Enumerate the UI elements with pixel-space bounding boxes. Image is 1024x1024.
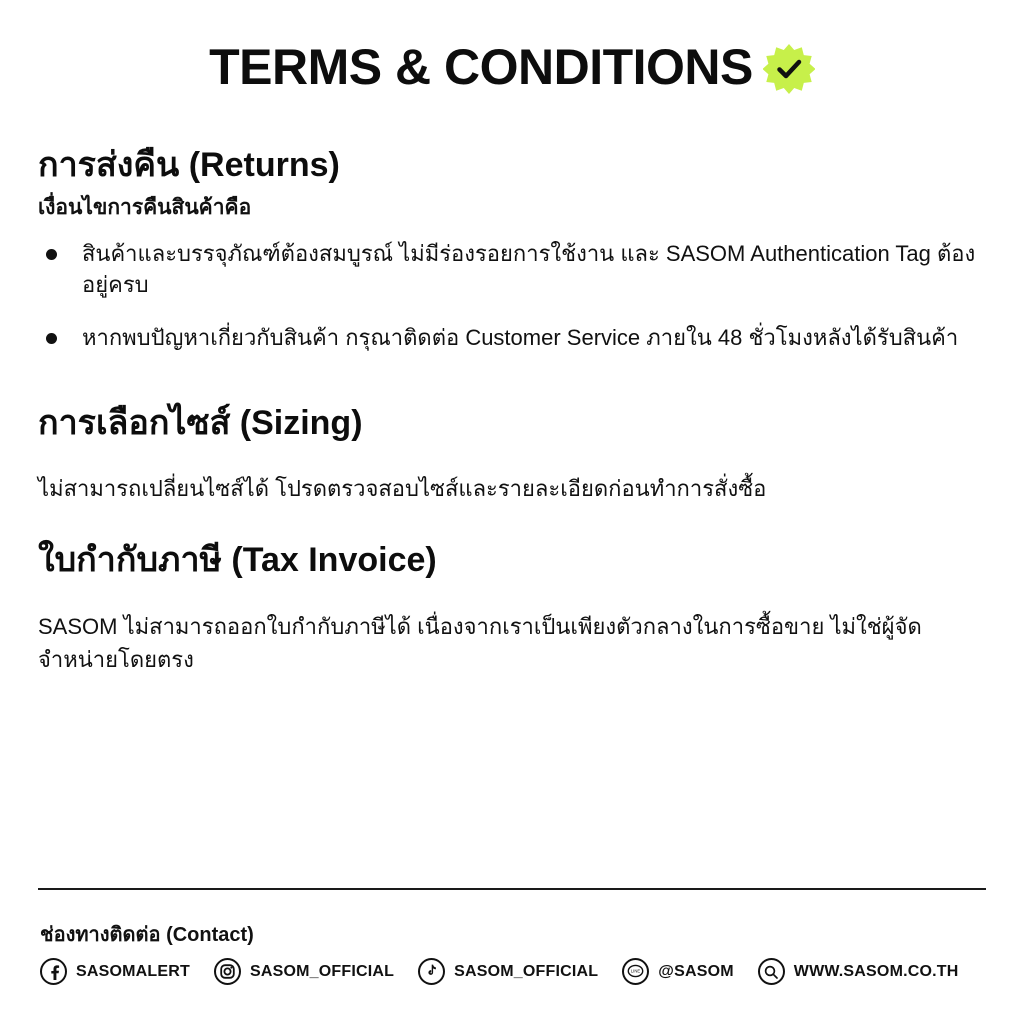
content-body [38,106,986,676]
social-handle: @SASOM [658,962,734,980]
social-handle: SASOM_OFFICIAL [250,962,395,980]
website-url: WWW.SASOM.CO.TH [793,962,959,980]
footer-divider [38,888,986,890]
section-heading-returns: การส่งคืน (Returns) [38,146,340,184]
social-handle: SASOM_OFFICIAL [454,962,599,980]
section-sizing [38,402,986,506]
list-item-text: สินค้าและบรรจุภัณฑ์ต้องสมบูรณ์ ไม่มีร่องรอยการใช้งาน และ SASOM Authentication Tag ต้องอยู่ครบ [82,240,976,298]
page-title-row [38,0,986,106]
website-link[interactable] [758,958,959,985]
section-tax-invoice [38,539,986,676]
section-paragraph-tax-invoice: SASOM ไม่สามารถออกใบกำกับภาษีได้ เนื่องจากเราเป็นเพียงตัวกลางในการซื้อขาย ไม่ใช่ผู้จัดจำหน่ายโดยตรง [38,613,922,672]
social-link-line[interactable] [622,958,733,985]
facebook-icon [40,958,67,985]
social-link-facebook[interactable] [40,958,190,985]
returns-bullet-list [38,238,986,354]
tiktok-icon [418,958,445,985]
social-handle: SASOMALERT [76,962,190,980]
page-title: TERMS & CONDITIONS [209,39,753,95]
instagram-icon [214,958,241,985]
list-item [38,322,986,353]
search-icon [758,958,785,985]
bullet-dot-icon [46,333,57,344]
list-item-text: หากพบปัญหาเกี่ยวกับสินค้า กรุณาติดต่อ Customer Service ภายใน 48 ชั่วโมงหลังได้รับสินค้า [82,325,959,351]
section-paragraph-sizing: ไม่สามารถเปลี่ยนไซส์ได้ โปรดตรวจสอบไซส์และรายละเอียดก่อนทำการสั่งซื้อ [38,476,767,502]
bullet-dot-icon [46,249,57,260]
line-icon [622,958,649,985]
section-returns [38,144,986,354]
contact-label: ช่องทางติดต่อ (Contact) [40,924,254,946]
section-subheading-returns: เงื่อนไขการคืนสินค้าคือ [38,195,252,219]
svg-text:LINE: LINE [631,968,641,974]
section-heading-sizing: การเลือกไซส์ (Sizing) [38,403,363,442]
section-heading-tax-invoice: ใบกำกับภาษี (Tax Invoice) [38,541,437,580]
social-link-instagram[interactable] [214,958,394,985]
check-burst-icon [763,43,815,95]
list-item [38,238,986,300]
social-links-row [40,958,986,985]
social-link-tiktok[interactable] [418,958,598,985]
